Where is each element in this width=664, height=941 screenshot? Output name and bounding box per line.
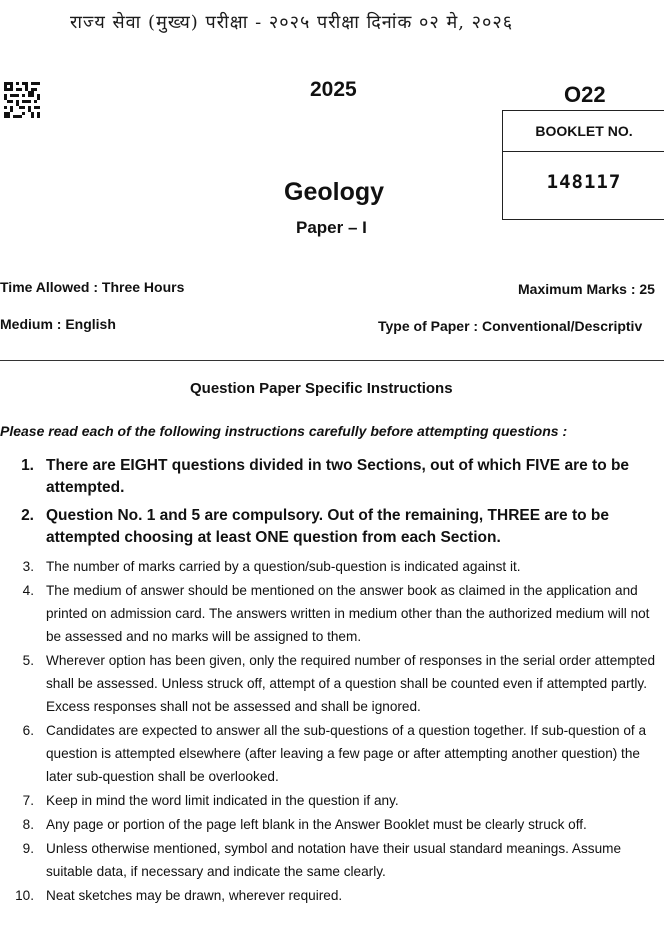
item-number: 7. (22, 793, 34, 808)
booklet-label: BOOKLET NO. (503, 111, 664, 152)
list-item (0, 789, 664, 812)
subject-title: Geology (284, 178, 385, 206)
divider (0, 360, 664, 361)
item-number: 6. (22, 723, 34, 738)
instructions-title: Question Paper Specific Instructions (190, 380, 453, 397)
item-text: The medium of answer should be mentioned on the answer book as claimed in the application and printed on admission card. The answers written in medium other than the authorized medium will not be assessed and no marks will be assigned to them. (46, 583, 650, 644)
type-of-paper: Type of Paper : Conventional/Descriptiv (378, 318, 643, 334)
list-item (0, 579, 664, 648)
item-number: 4. (22, 583, 34, 598)
item-number: 1. (21, 457, 34, 474)
item-text: The number of marks carried by a question/sub-question is indicated against it. (46, 559, 521, 574)
instructions-intro: Please read each of the following instructions carefully before attempting questions : (0, 423, 568, 439)
list-item (0, 719, 664, 788)
item-number: 3. (22, 559, 34, 574)
booklet-number-box (502, 110, 664, 220)
item-text: Any page or portion of the page left blank in the Answer Booklet must be clearly struck off. (46, 817, 587, 832)
instructions-list (0, 455, 664, 908)
list-item (0, 649, 664, 718)
exam-year: 2025 (310, 78, 357, 101)
paper-code: O22 (564, 82, 606, 107)
item-text: Neat sketches may be drawn, wherever required. (46, 888, 343, 903)
item-text: Question No. 1 and 5 are compulsory. Out of the remaining, THREE are to be attempted choosing at least ONE question from each Section. (46, 507, 609, 546)
list-item (0, 455, 664, 499)
booklet-number: 148117 (546, 171, 622, 193)
paper-title: Paper – I (296, 218, 367, 237)
time-allowed: Time Allowed : Three Hours (0, 279, 185, 295)
item-number: 10. (15, 888, 34, 903)
item-text: Unless otherwise mentioned, symbol and notation have their usual standard meanings. Assume suitable data, if necessary and indicate the same clearly. (46, 841, 622, 879)
list-item (0, 884, 664, 907)
medium: Medium : English (0, 316, 116, 332)
item-text: Candidates are expected to answer all the sub-questions of a question together. If sub-question of a question is attempted elsewhere (after leaving a few page or after attempting another question) the later sub-question shall be overlooked. (46, 723, 647, 784)
item-text: Wherever option has been given, only the required number of responses in the serial order attempted shall be assessed. Unless struck off, attempt of a question shall be counted even if attempted partly. Excess responses shall not be assessed and shall be ignored. (46, 653, 656, 714)
maximum-marks: Maximum Marks : 25 (518, 281, 655, 297)
handwritten-exam-header: राज्य सेवा (मुख्य) परीक्षा - २०२५ परीक्षा दिनांक ०२ मे, २०२६ (70, 12, 514, 33)
list-item (0, 555, 664, 578)
list-item (0, 837, 664, 883)
item-number: 9. (22, 841, 34, 856)
list-item (0, 505, 664, 549)
item-number: 8. (22, 817, 34, 832)
item-number: 2. (21, 507, 34, 524)
item-text: Keep in mind the word limit indicated in the question if any. (46, 793, 399, 808)
item-number: 5. (22, 653, 34, 668)
list-item (0, 813, 664, 836)
qr-code-icon (4, 82, 40, 118)
item-text: There are EIGHT questions divided in two Sections, out of which FIVE are to be attempted. (46, 457, 630, 496)
